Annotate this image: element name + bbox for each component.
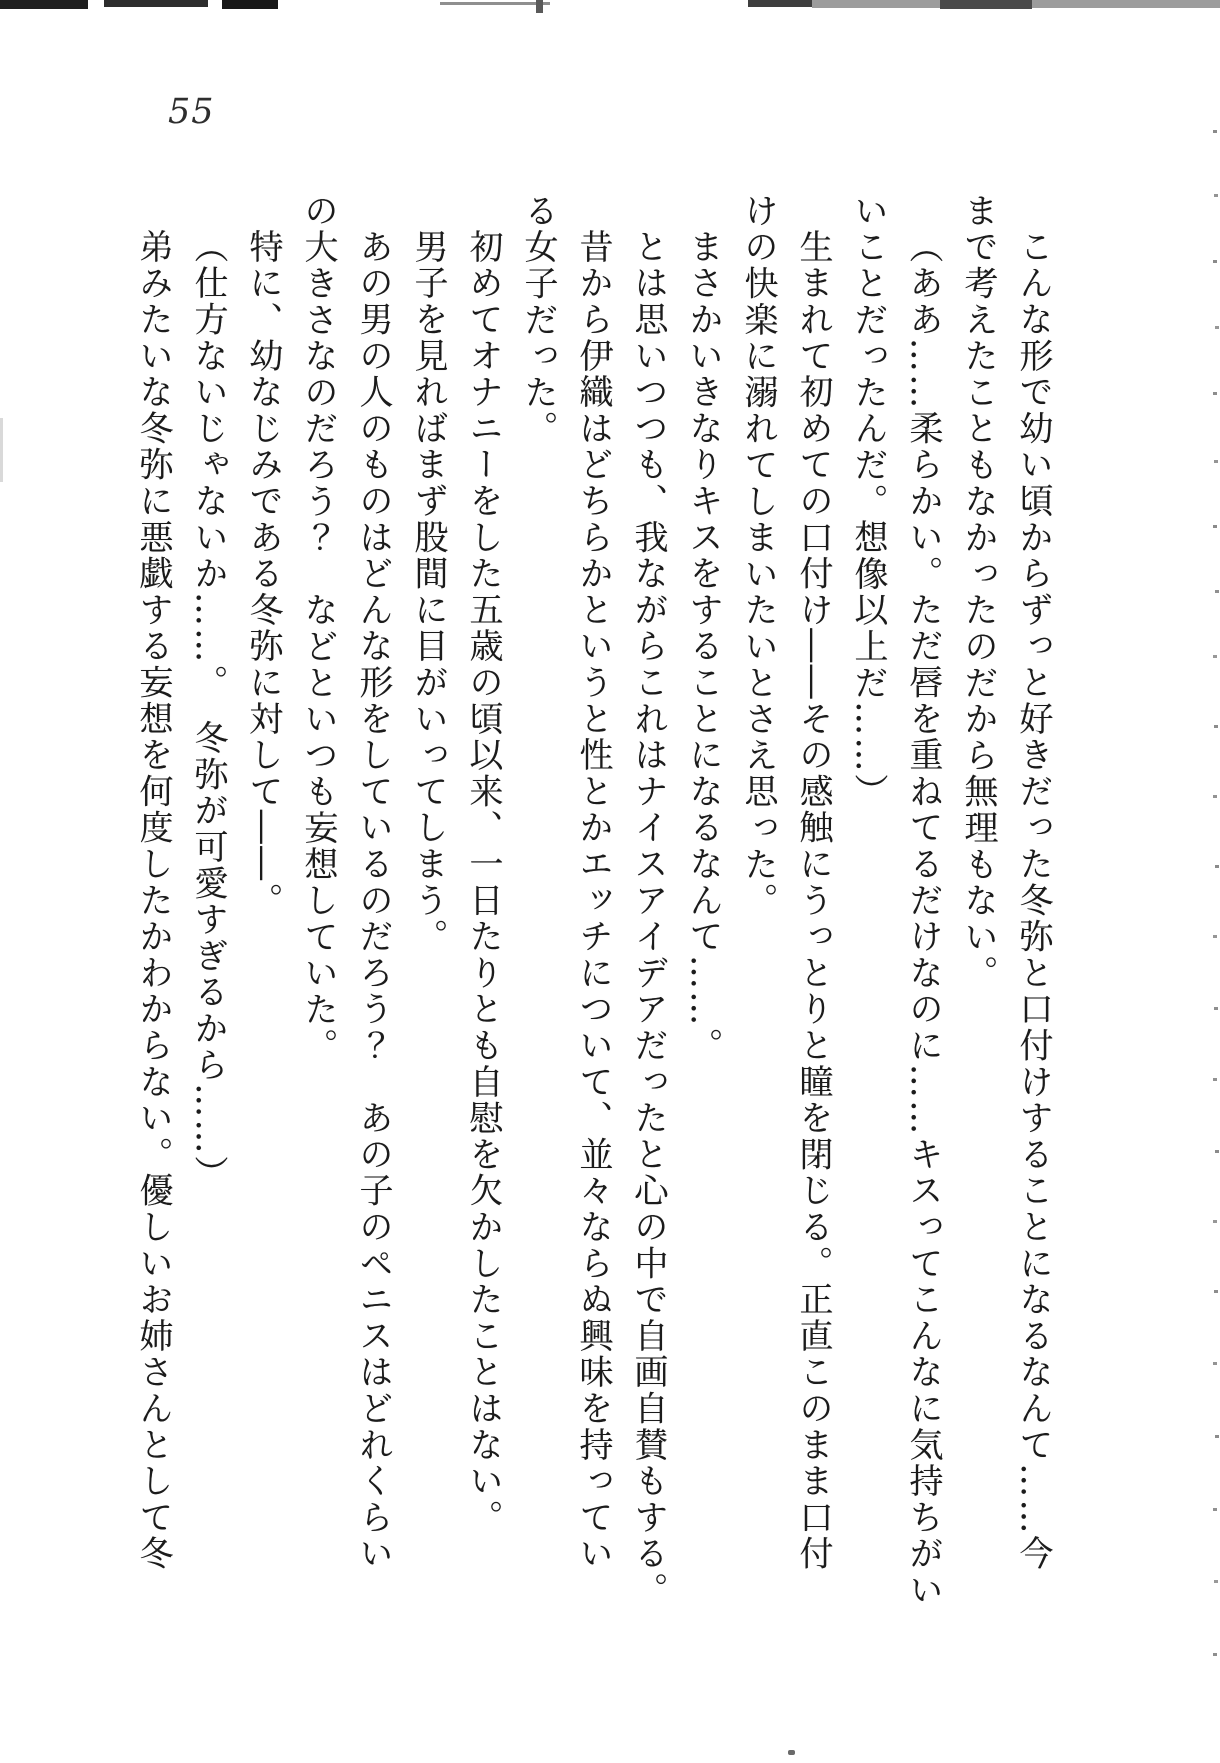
scan-artifact (748, 0, 812, 7)
text-line: こんな形で幼い頃からずっと好きだった冬弥と口付けすることになるなんて……今 (1013, 229, 1053, 1573)
scan-artifact (536, 0, 543, 13)
text-line: まさかいきなりキスをすることになるなんて……。 (683, 229, 723, 1064)
text-line: る女子だった。 (518, 193, 558, 448)
scan-artifact (812, 0, 1220, 8)
text-line: 昔から伊織はどちらかというと性とかエッチについて、並々ならぬ興味を持ってい (573, 229, 613, 1573)
text-line: 生まれて初めての口付け――その感触にうっとりと瞳を閉じる。正直このまま口付 (793, 229, 833, 1573)
text-line: とは思いつつも、我ながらこれはナイスアイデアだったと心の中で自画自賛もする。 (628, 229, 668, 1609)
scan-artifact (1213, 130, 1217, 133)
text-line: まで考えたこともなかったのだから無理もない。 (958, 193, 998, 992)
text-line: 特に、幼なじみである冬弥に対して――。 (243, 229, 283, 919)
text-line: （仕方ないじゃないか……。 冬弥が可愛すぎるから……） (188, 229, 228, 1193)
text-line: （ああ……柔らかい。ただ唇を重ねてるだけなのに……キスってこんなに気持ちがい (903, 229, 943, 1609)
text-line: 初めてオナニーをした五歳の頃以来、一日たりとも自慰を欠かしたことはない。 (463, 229, 503, 1536)
text-line: いことだったんだ。想像以上だ……） (848, 193, 888, 811)
scan-artifact (440, 2, 550, 5)
scan-artifact (0, 0, 88, 9)
scan-artifact (0, 418, 3, 482)
text-line: 弟みたいな冬弥に悪戯する妄想を何度したかわからない。優しいお姉さんとして冬 (133, 229, 173, 1573)
vertical-text-block (125, 193, 1060, 1618)
scan-artifact (788, 1750, 795, 1755)
text-line: あの男の人のものはどんな形をしているのだろう？ あの子のペニスはどれくらい (353, 229, 393, 1573)
text-line: 男子を見ればまず股間に目がいってしまう。 (408, 229, 448, 955)
scan-artifact (104, 0, 208, 7)
page-number: 55 (168, 92, 215, 132)
text-line: の大きさなのだろう？ などといつも妄想していた。 (298, 193, 338, 1065)
scan-artifact (940, 0, 1032, 9)
scan-artifact (222, 0, 278, 9)
text-line: けの快楽に溺れてしまいたいとさえ思った。 (738, 193, 778, 919)
